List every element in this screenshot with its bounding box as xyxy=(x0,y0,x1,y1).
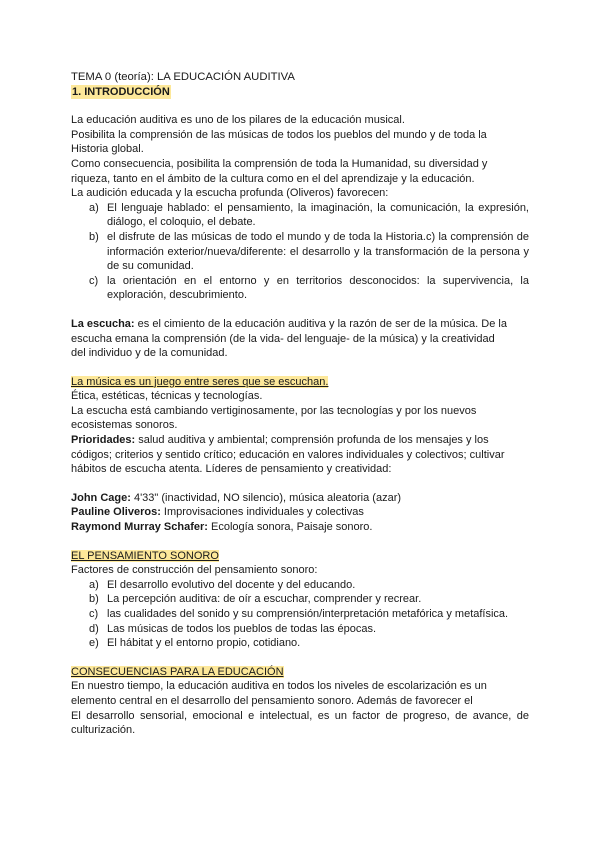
consecuencias-heading: CONSECUENCIAS PARA LA EDUCACIÓN xyxy=(71,665,284,678)
list-item-text: El lenguaje hablado: el pensamiento, la imaginación, la comunicación, la expresión, diálogo, el coloquio, el debate. xyxy=(107,201,529,229)
leader-entry xyxy=(71,520,529,535)
list-marker: e) xyxy=(89,637,99,650)
list-marker: b) xyxy=(89,230,99,243)
text-line: Posibilita la comprensión de las músicas de todos los pueblos del mundo y de toda la xyxy=(71,128,487,141)
list-item xyxy=(71,274,529,303)
text-line: elemento central en el desarrollo del pensamiento sonoro. Además de favorecer el xyxy=(71,694,473,707)
text-line: es el cimiento de la educación auditiva y la razón de ser de la música. De la xyxy=(134,317,507,330)
list-item xyxy=(71,578,529,593)
list-marker: d) xyxy=(89,622,99,635)
intro-list xyxy=(71,201,529,303)
text-line: Historia global. xyxy=(71,143,144,156)
spacer xyxy=(71,651,529,665)
leader-name: John Cage: xyxy=(71,491,131,504)
section-heading-introduccion: 1. INTRODUCCIÓN xyxy=(72,85,170,98)
text-line: del individuo y de la comunidad. xyxy=(71,347,228,360)
pensamiento-section xyxy=(71,549,529,651)
text-line: Ética, estéticas, técnicas y tecnologías. xyxy=(71,390,263,403)
list-item-text: El hábitat y el entorno propio, cotidiano. xyxy=(107,637,301,650)
spacer xyxy=(71,361,529,375)
escucha-paragraph xyxy=(71,317,529,361)
pensamiento-list xyxy=(71,578,529,651)
text-line: Como consecuencia, posibilita la comprensión de toda la Humanidad, su diversidad y xyxy=(71,157,488,170)
leaders-list xyxy=(71,491,529,535)
prioridades-label: Prioridades: xyxy=(71,434,136,447)
leader-entry xyxy=(71,491,529,506)
leader-name: Pauline Oliveros: xyxy=(71,506,161,519)
text-line: La escucha está cambiando vertiginosamente, por las tecnologías y por los nuevos xyxy=(71,404,477,417)
text-line: hábitos de escucha atenta. Líderes de pensamiento y creatividad: xyxy=(71,463,392,476)
pensamiento-heading: EL PENSAMIENTO SONORO xyxy=(71,549,219,562)
list-item-text: Las músicas de todos los pueblos de todas las épocas. xyxy=(107,622,377,635)
list-item xyxy=(71,607,529,622)
list-item xyxy=(71,201,529,230)
list-marker: c) xyxy=(89,608,99,620)
text-line: escucha emana la comprensión (de la vida- del lenguaje- de la música) y la creatividad xyxy=(71,332,495,345)
leader-name: Raymond Murray Schafer: xyxy=(71,521,208,534)
list-marker: a) xyxy=(89,578,99,591)
juego-section xyxy=(71,375,529,477)
text-line: El desarrollo sensorial, emocional e intelectual, es un factor de progreso, de avance, de culturización. xyxy=(71,709,529,737)
text-line: riqueza, tanto en el ámbito de la cultura como en el del aprendizaje y la educación. xyxy=(71,172,475,185)
list-item xyxy=(71,622,529,637)
list-item-text: La percepción auditiva: de oír a escuchar, comprender y recrear. xyxy=(107,593,422,606)
text-line: Factores de construcción del pensamiento sonoro: xyxy=(71,564,318,577)
leader-desc: Improvisaciones individuales y colectivas xyxy=(160,506,364,519)
document-title: TEMA 0 (teoría): LA EDUCACIÓN AUDITIVA xyxy=(71,71,295,83)
list-item-text: el disfrute de las músicas de todo el mundo y de toda la Historia.c) la comprensión de información exterior/nueva/diferente: el desarrollo y la transformación de la persona y de su comunidad. xyxy=(107,230,529,273)
document-body xyxy=(71,70,529,738)
list-marker: a) xyxy=(89,201,99,214)
list-item-text: El desarrollo evolutivo del docente y del educando. xyxy=(107,578,356,591)
escucha-label: La escucha: xyxy=(71,317,135,330)
spacer xyxy=(71,477,529,491)
leader-entry xyxy=(71,505,529,520)
leader-desc: Ecología sonora, Paisaje sonoro. xyxy=(207,521,373,534)
text-line: La audición educada y la escucha profunda (Oliveros) favorecen: xyxy=(71,187,389,200)
leader-desc: 4'33" (inactividad, NO silencio), música aleatoria (azar) xyxy=(130,491,402,504)
spacer xyxy=(71,535,529,549)
consecuencias-section xyxy=(71,665,529,738)
list-marker: b) xyxy=(89,593,99,606)
text-line: En nuestro tiempo, la educación auditiva en todos los niveles de escolarización es un xyxy=(71,680,487,693)
list-item xyxy=(71,592,529,607)
text-line: códigos; criterios y sentido crítico; educación en valores individuales y colectivos; cultivar xyxy=(71,448,505,461)
text-line: La educación auditiva es uno de los pilares de la educación musical. xyxy=(71,114,405,127)
list-item-text: las cualidades del sonido y su comprensión/interpretación metafórica y metafísica. xyxy=(107,608,509,620)
list-item-text: la orientación en el entorno y en territorios desconocidos: la supervivencia, la exploración, descubrimiento. xyxy=(107,274,529,302)
text-line: ecosistemas sonoros. xyxy=(71,419,178,432)
list-item xyxy=(71,230,529,274)
juego-heading: La música es un juego entre seres que se escuchan. xyxy=(71,375,329,388)
text-line: salud auditiva y ambiental; comprensión profunda de los mensajes y los xyxy=(135,434,489,447)
list-marker: c) xyxy=(89,274,99,287)
intro-paragraph xyxy=(71,113,529,201)
list-item xyxy=(71,636,529,651)
spacer xyxy=(71,303,529,317)
